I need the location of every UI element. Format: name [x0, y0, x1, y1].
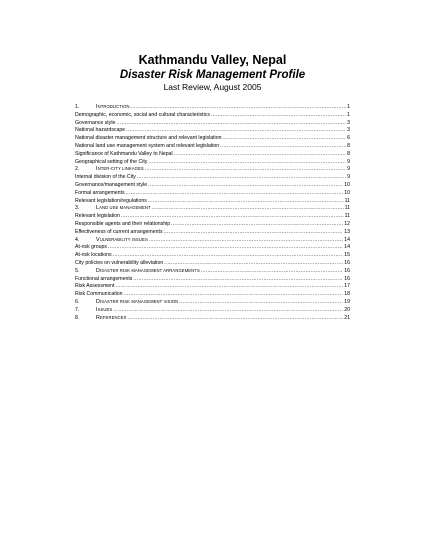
toc-section-entry[interactable] [75, 166, 350, 174]
toc-entry-label: ISSUES [96, 306, 113, 313]
toc-subsection-entry[interactable] [75, 182, 350, 190]
toc-page-number: 12 [344, 220, 350, 227]
toc-dot-leader [113, 252, 344, 260]
toc-page-number: 17 [344, 283, 350, 290]
toc-section-number: 1. [75, 104, 80, 110]
toc-section-entry[interactable] [75, 205, 350, 213]
toc-entry-label: Risk Assessment [75, 283, 115, 290]
toc-entry-label: Risk Communication [75, 291, 123, 298]
toc-subsection-entry[interactable] [75, 120, 350, 128]
toc-entry-label: Relevant legislation [75, 213, 120, 220]
toc-section-number: 3. [75, 205, 80, 212]
toc-page-number: 18 [344, 291, 350, 298]
toc-dot-leader [149, 237, 343, 245]
toc-dot-leader [174, 151, 346, 159]
toc-entry-label: At-risk locations [75, 252, 112, 259]
toc-section-number: 2. [75, 166, 80, 173]
toc-page-number: 6 [347, 135, 350, 142]
toc-dot-leader [126, 190, 344, 198]
toc-entry-label: Effectiveness of current arrangements [75, 228, 163, 235]
toc-entry-label: INTRODUCTION [96, 104, 130, 110]
toc-page-number: 3 [347, 127, 350, 134]
toc-dot-leader [179, 299, 343, 307]
toc-section-entry[interactable] [75, 315, 350, 323]
toc-entry-label: City policies on vulnerability alleviation [75, 259, 164, 266]
toc-dot-leader [164, 229, 344, 237]
toc-page-number: 1 [347, 104, 350, 110]
toc-dot-leader [220, 143, 346, 151]
title-block [0, 53, 425, 93]
toc-page-number: 11 [344, 205, 350, 212]
toc-dot-leader [116, 283, 344, 291]
toc-subsection-entry[interactable] [75, 221, 350, 229]
toc-page-number: 19 [344, 298, 350, 305]
toc-entry-label: At-risk groups [75, 244, 107, 251]
toc-subsection-entry[interactable] [75, 174, 350, 182]
toc-dot-leader [148, 198, 344, 206]
toc-subsection-entry[interactable] [75, 143, 350, 151]
toc-page-number: 10 [344, 181, 350, 188]
toc-entry-label: LAND USE MANAGEMENT [96, 205, 151, 212]
toc-section-entry[interactable] [75, 237, 350, 245]
toc-entry-label: National disaster management structure and relevant legislation [75, 135, 222, 142]
toc-entry-label: Demographic, economic, social and cultural characteristics [75, 111, 210, 118]
toc-subsection-entry[interactable] [75, 151, 350, 159]
toc-page-number: 8 [347, 150, 350, 157]
toc-subsection-entry[interactable] [75, 213, 350, 221]
toc-page-number: 13 [344, 228, 350, 235]
review-date: Last Review, August 2005 [163, 82, 262, 92]
document-subtitle: Disaster Risk Management Profile [119, 69, 306, 81]
toc-section-number: 4. [75, 236, 80, 243]
toc-dot-leader [137, 174, 346, 182]
toc-dot-leader [148, 182, 343, 190]
toc-section-number: 8. [75, 314, 80, 321]
toc-subsection-entry[interactable] [75, 283, 350, 291]
toc-section-number: 5. [75, 267, 80, 274]
toc-entry-label: Functional arrangements [75, 275, 133, 282]
toc-page-number: 16 [344, 275, 350, 282]
toc-subsection-entry[interactable] [75, 244, 350, 252]
toc-dot-leader [116, 120, 346, 128]
toc-subsection-entry[interactable] [75, 135, 350, 143]
table-of-contents [75, 104, 350, 322]
toc-entry-label: Formal arrangements [75, 189, 125, 196]
document-title: Kathmandu Valley, Nepal [138, 53, 287, 67]
toc-page-number: 11 [344, 213, 350, 220]
toc-dot-leader [222, 135, 346, 143]
toc-section-number: 6. [75, 298, 80, 305]
toc-dot-leader [148, 159, 346, 167]
toc-entry-label: Governance/management style [75, 181, 148, 188]
toc-page-number: 20 [344, 306, 350, 313]
toc-section-number: 7. [75, 306, 80, 313]
toc-page-number: 14 [344, 244, 350, 251]
toc-dot-leader [113, 307, 343, 315]
toc-subsection-entry[interactable] [75, 112, 350, 120]
toc-page-number: 16 [344, 267, 350, 274]
toc-page-number: 9 [347, 174, 350, 181]
toc-entry-label: National land use management system and relevant legislation [75, 142, 220, 149]
toc-subsection-entry[interactable] [75, 127, 350, 135]
toc-entry-label: DISASTER RISK MANAGEMENT VISION [96, 298, 179, 305]
toc-dot-leader [152, 205, 344, 213]
toc-page-number: 16 [344, 259, 350, 266]
toc-entry-label: INTER-CITY LINKAGES [96, 166, 144, 173]
toc-entry-label: National hazardscape [75, 127, 126, 134]
toc-entry-label: Responsible agents and their relationship [75, 220, 171, 227]
toc-subsection-entry[interactable] [75, 276, 350, 284]
toc-page-number: 14 [344, 236, 350, 243]
toc-dot-leader [126, 127, 346, 135]
toc-entry-label: Governance style [75, 119, 116, 126]
toc-page-number: 9 [347, 158, 350, 165]
toc-dot-leader [108, 244, 343, 252]
toc-page-number: 1 [347, 111, 350, 118]
toc-page-number: 15 [344, 252, 350, 259]
toc-page-number: 8 [347, 142, 350, 149]
toc-entry-label: Internal division of the City [75, 174, 136, 181]
toc-entry-label: Geographical setting of the City [75, 158, 148, 165]
toc-page-number: 9 [347, 166, 350, 173]
toc-dot-leader [145, 166, 346, 174]
toc-entry-label: REFERENCES [96, 314, 127, 321]
toc-entry-label: Relevant legislation/regulations [75, 197, 147, 204]
toc-section-entry[interactable] [75, 268, 350, 276]
toc-dot-leader [131, 104, 346, 112]
toc-dot-leader [128, 315, 344, 323]
toc-dot-leader [171, 221, 343, 229]
toc-page-number: 10 [344, 189, 350, 196]
toc-section-entry[interactable] [75, 299, 350, 307]
toc-subsection-entry[interactable] [75, 190, 350, 198]
toc-dot-leader [201, 268, 343, 276]
toc-subsection-entry[interactable] [75, 252, 350, 260]
toc-page-number: 21 [344, 314, 350, 321]
toc-dot-leader [211, 112, 346, 120]
toc-page-number: 3 [347, 119, 350, 126]
toc-section-entry[interactable] [75, 104, 350, 112]
toc-entry-label: VULNERABILITY ISSUES [96, 236, 148, 243]
toc-page-number: 11 [344, 197, 350, 204]
toc-dot-leader [133, 276, 343, 284]
toc-entry-label: Significance of Kathmandu Valley to Nepal [75, 150, 173, 157]
toc-entry-label: DISASTER RISK MANAGEMENT ARRANGEMENTS [96, 267, 200, 274]
toc-dot-leader [121, 213, 344, 221]
